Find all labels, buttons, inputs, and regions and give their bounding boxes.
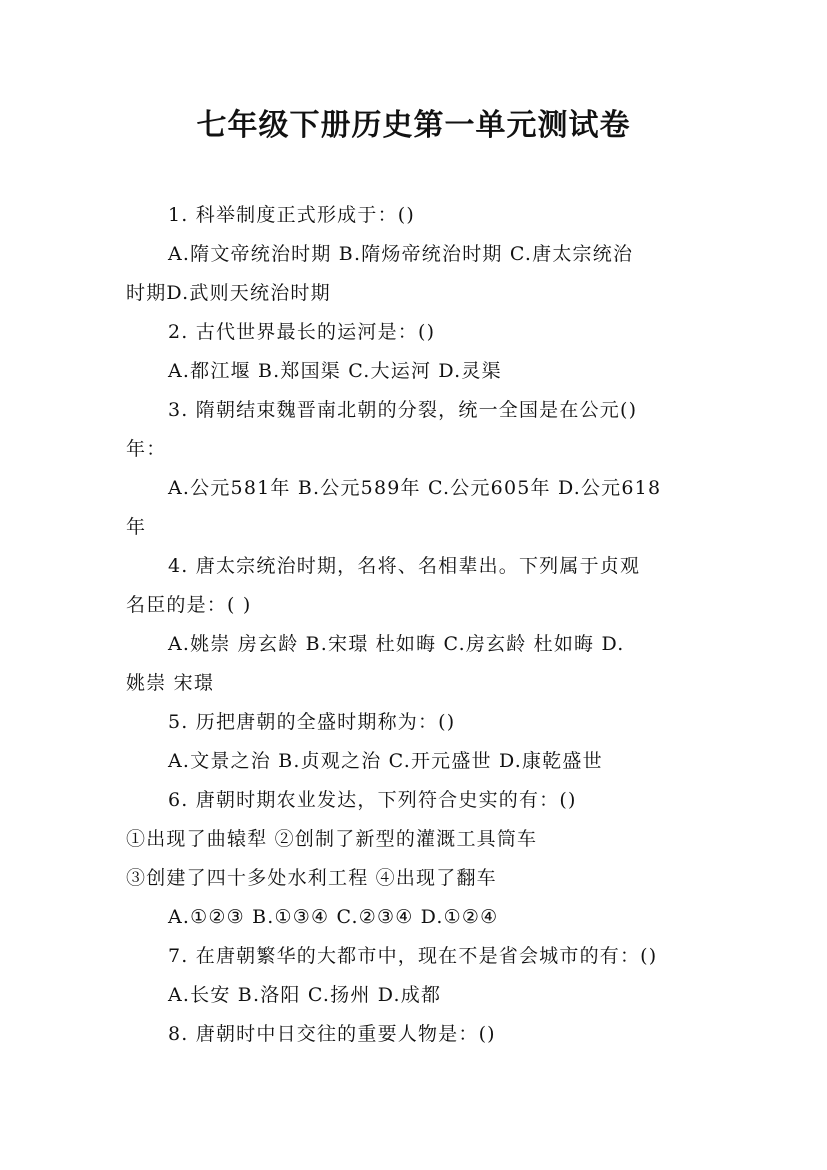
question-6-options: A.①②③ B.①③④ C.②③④ D.①②④: [168, 906, 499, 928]
question-1-options: A.隋文帝统治时期 B.隋炀帝统治时期 C.唐太宗统治: [168, 243, 634, 265]
question-6-statements-2: ③创建了四十多处水利工程 ④出现了翻车: [126, 867, 497, 889]
question-3-options: A.公元581年 B.公元589年 C.公元605年 D.公元618: [168, 477, 662, 499]
question-4-options: A.姚崇 房玄龄 B.宋璟 杜如晦 C.房玄龄 杜如晦 D.: [168, 633, 625, 655]
question-7-options: A.长安 B.洛阳 C.扬州 D.成都: [168, 984, 442, 1006]
question-6: 6. 唐朝时期农业发达，下列符合史实的有：(): [168, 789, 577, 811]
document-body: [126, 196, 706, 1054]
question-2: 2. 古代世界最长的运河是：(): [168, 321, 436, 343]
document-title: 七年级下册历史第一单元测试卷: [196, 108, 631, 143]
question-1-options-continued: 时期D.武则天统治时期: [126, 282, 331, 304]
question-4-options-continued: 姚崇 宋璟: [126, 672, 215, 694]
question-2-options: A.都江堰 B.郑国渠 C.大运河 D.灵渠: [168, 360, 502, 382]
question-3-options-continued: 年: [126, 516, 147, 538]
question-7: 7. 在唐朝繁华的大都市中，现在不是省会城市的有：(): [168, 945, 658, 967]
question-6-statements-1: ①出现了曲辕犁 ②创制了新型的灌溉工具筒车: [126, 828, 538, 850]
question-3-continued: 年：: [126, 438, 167, 460]
question-1: 1. 科举制度正式形成于：(): [168, 204, 415, 226]
question-3: 3. 隋朝结束魏晋南北朝的分裂，统一全国是在公元(): [168, 399, 638, 421]
question-5: 5. 历把唐朝的全盛时期称为：(): [168, 711, 456, 733]
question-4-continued: 名臣的是：( ): [126, 594, 252, 616]
question-5-options: A.文景之治 B.贞观之治 C.开元盛世 D.康乾盛世: [168, 750, 603, 772]
question-8: 8. 唐朝时中日交往的重要人物是：(): [168, 1023, 496, 1045]
question-4: 4. 唐太宗统治时期，名将、名相辈出。下列属于贞观: [168, 555, 641, 577]
